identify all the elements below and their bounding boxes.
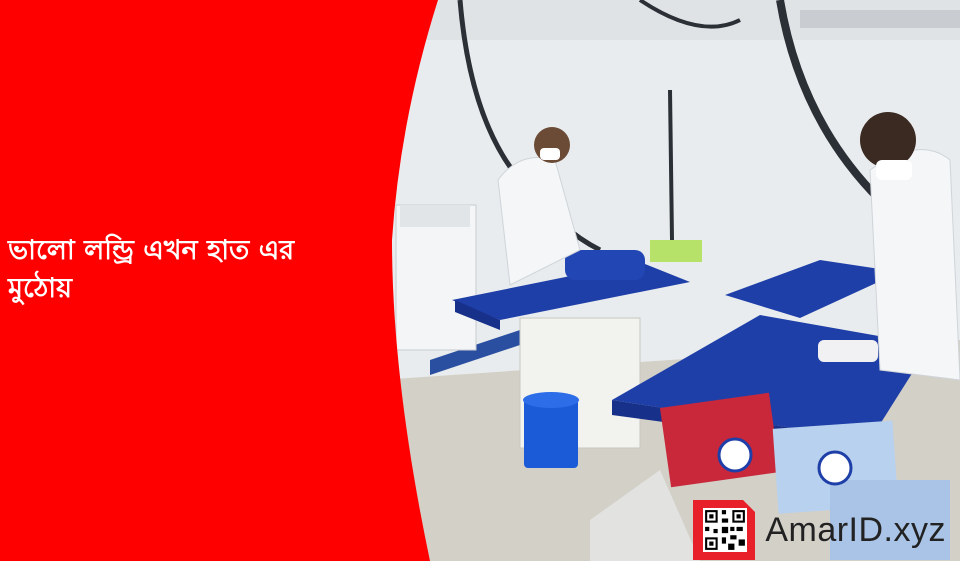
brand-logo (693, 500, 755, 560)
green-bin (650, 240, 702, 262)
qr-code-icon (703, 508, 747, 552)
headline-line-2: মুঠোয় (8, 273, 73, 304)
waste-basket (524, 398, 578, 468)
shirt-red (660, 393, 780, 488)
headline (8, 232, 388, 308)
brand-name: AmarID.xyz (765, 511, 946, 549)
headline-line-1: ভালো লন্ড্রি এখন হাত এর (8, 235, 295, 266)
brand-watermark (693, 509, 946, 551)
